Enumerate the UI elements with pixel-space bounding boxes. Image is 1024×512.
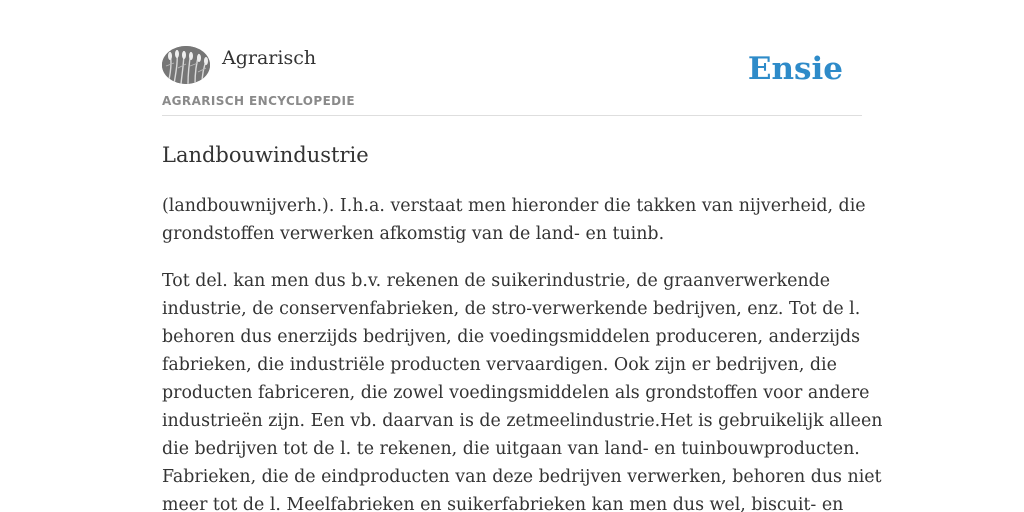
paragraph-line: behoren dus enerzijds bedrijven, die voedingsmiddelen produceren, anderzijds bbox=[162, 327, 861, 347]
book-subtitle: AGRARISCH ENCYCLOPEDIE bbox=[162, 94, 355, 108]
paragraph-line: (landbouwnijverh.). I.h.a. verstaat men hieronder die takken van nijverheid, die bbox=[162, 196, 866, 216]
article-title: Landbouwindustrie bbox=[162, 143, 369, 167]
encyclopedia-header bbox=[162, 44, 862, 116]
article-paragraph-2 bbox=[162, 267, 883, 512]
paragraph-line: meer tot de l. Meelfabrieken en suikerfabrieken kan men dus wel, biscuit- en bbox=[162, 495, 844, 512]
ensie-logo-link[interactable]: Ensie bbox=[747, 51, 843, 87]
paragraph-line: Fabrieken, die de eindproducten van deze bedrijven verwerken, behoren dus niet bbox=[162, 467, 882, 487]
paragraph-line: die bedrijven tot de l. te rekenen, die uitgaan van land- en tuinbouwproducten. bbox=[162, 439, 860, 459]
paragraph-line: Tot del. kan men dus b.v. rekenen de suikerindustrie, de graanverwerkende bbox=[162, 271, 831, 291]
paragraph-line: fabrieken, die industriële producten vervaardigen. Ook zijn er bedrijven, die bbox=[162, 355, 837, 375]
article-paragraph-1 bbox=[162, 192, 866, 248]
wheat-thumbnail-icon[interactable] bbox=[162, 46, 210, 84]
paragraph-line: industrie, de conservenfabrieken, de stro-verwerkende bedrijven, enz. Tot de l. bbox=[162, 299, 861, 319]
paragraph-line: producten fabriceren, die zowel voedingsmiddelen als grondstoffen voor andere bbox=[162, 383, 870, 403]
paragraph-line: grondstoffen verwerken afkomstig van de land- en tuinb. bbox=[162, 224, 665, 244]
paragraph-line: industrieën zijn. Een vb. daarvan is de zetmeelindustrie.Het is gebruikelijk alleen bbox=[162, 411, 883, 431]
book-title[interactable]: Agrarisch bbox=[222, 47, 317, 69]
